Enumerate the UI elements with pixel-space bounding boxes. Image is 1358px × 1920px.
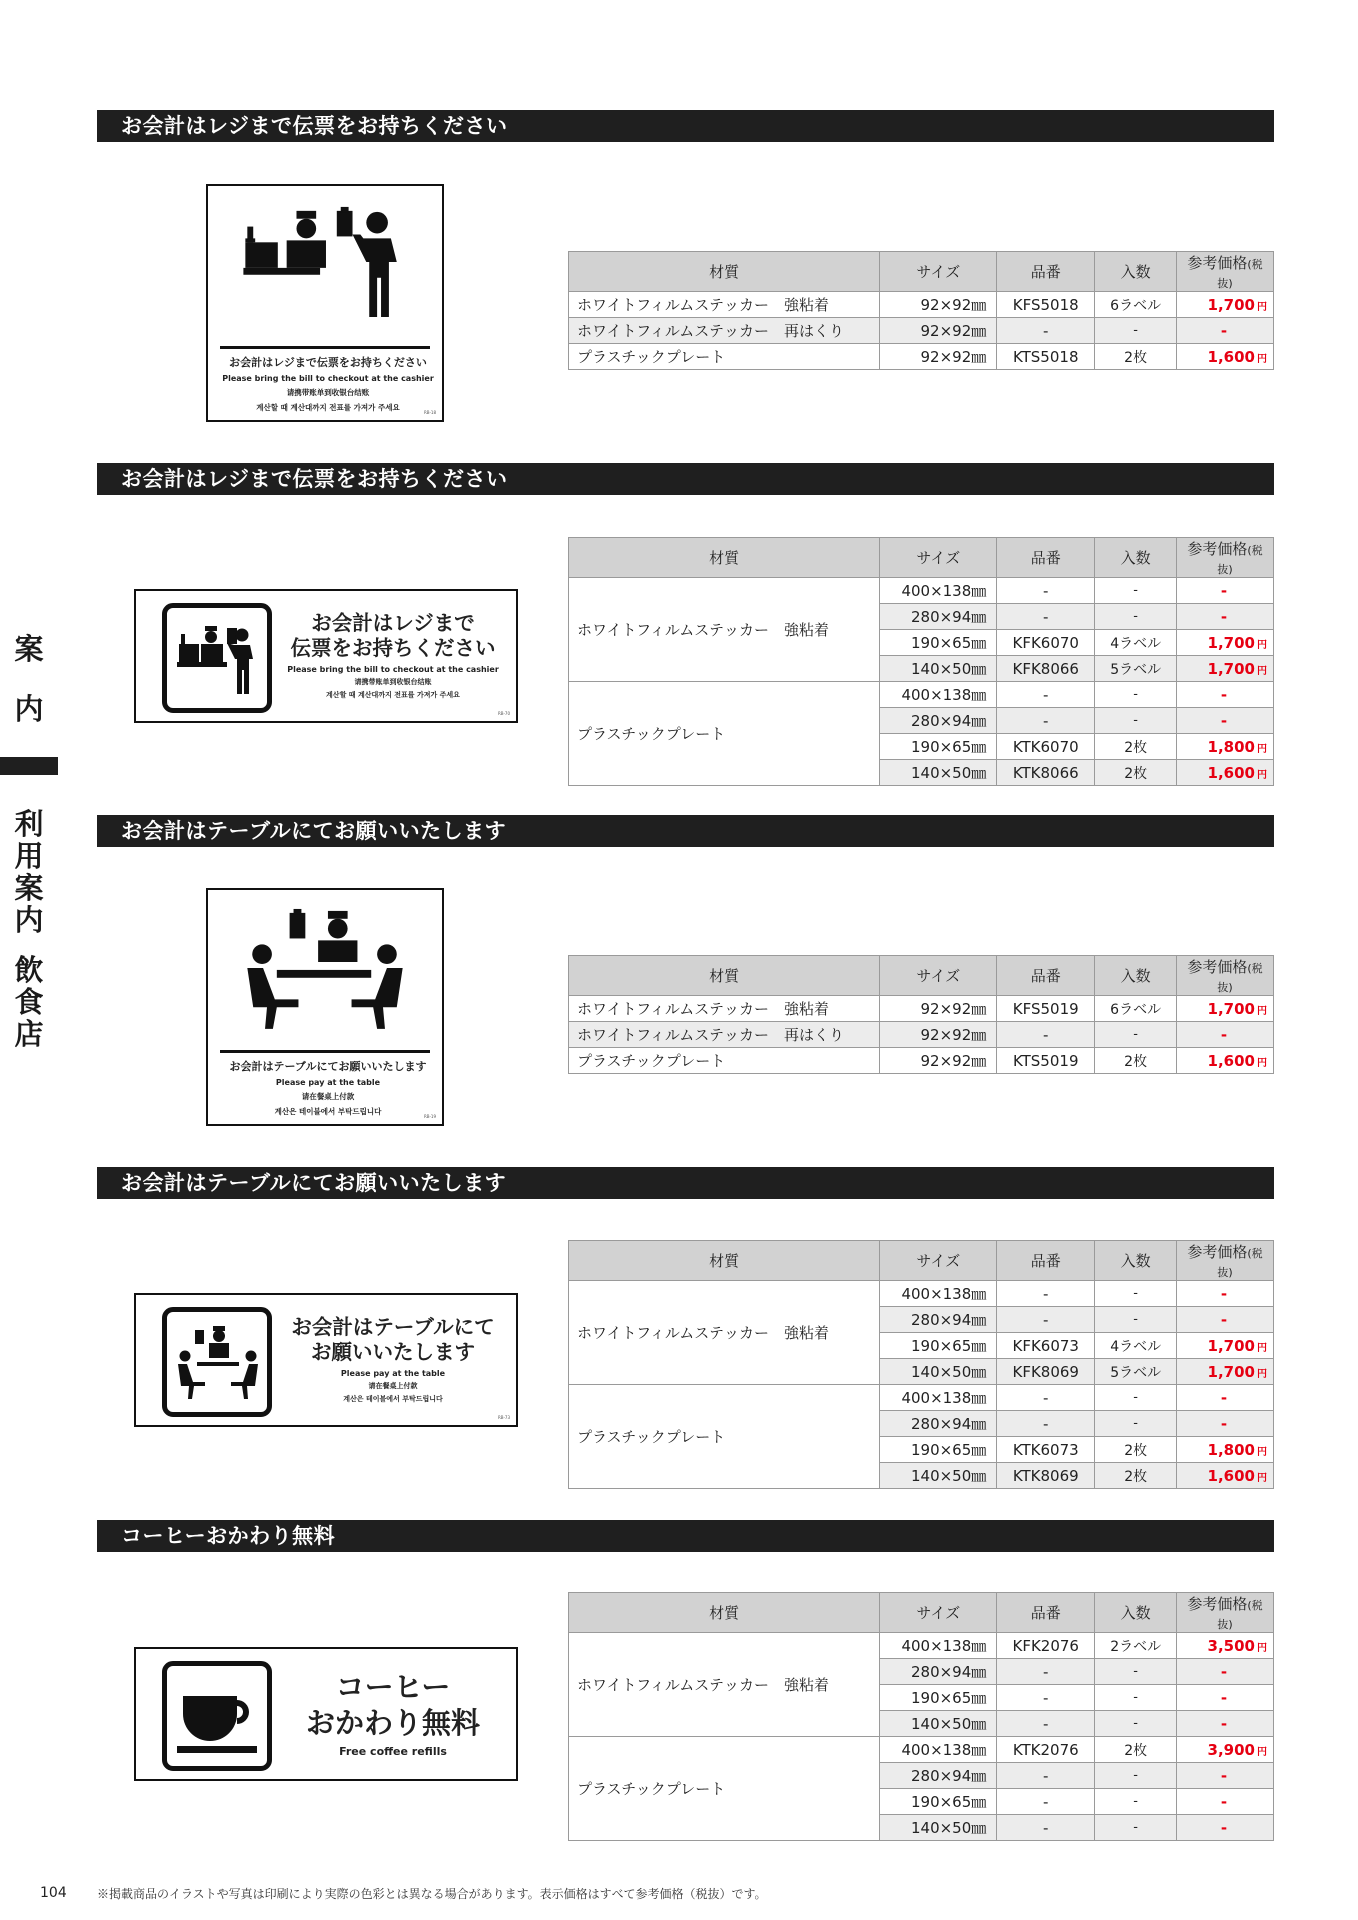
cell-qty: 6ラベル xyxy=(1095,292,1177,318)
product-table xyxy=(568,537,1274,786)
cell-price xyxy=(1177,656,1274,682)
table-row xyxy=(569,344,1274,370)
cell-qty: - xyxy=(1095,318,1177,344)
yen-label: 円 xyxy=(1257,1642,1267,1654)
cell-price xyxy=(1177,1633,1274,1659)
cell-qty: 2枚 xyxy=(1095,734,1177,760)
sign-text-ja-line1: コーヒー xyxy=(335,1670,451,1704)
tax-label: (税抜) xyxy=(1217,1247,1263,1279)
cell-code: KFS5019 xyxy=(997,996,1095,1022)
col-header-qty: 入数 xyxy=(1095,1593,1177,1633)
cell-size: 140×50㎜ xyxy=(880,1815,997,1841)
table-row xyxy=(569,318,1274,344)
yen-label: 円 xyxy=(1257,665,1267,677)
cell-size: 190×65㎜ xyxy=(880,1789,997,1815)
cell-size: 92×92㎜ xyxy=(880,1022,997,1048)
sign-text-en: Free coffee refills xyxy=(339,1745,447,1758)
cell-qty: - xyxy=(1095,1022,1177,1048)
col-header-code: 品番 xyxy=(997,1593,1095,1633)
cell-code: KTK2076 xyxy=(997,1737,1095,1763)
cell-size: 92×92㎜ xyxy=(880,292,997,318)
price-label: 参考価格 xyxy=(1187,254,1248,272)
cell-qty: 5ラベル xyxy=(1095,1359,1177,1385)
cell-price xyxy=(1177,996,1274,1022)
yen-label: 円 xyxy=(1257,301,1267,313)
cell-size: 400×138㎜ xyxy=(880,1281,997,1307)
cell-qty: - xyxy=(1095,604,1177,630)
col-header-material: 材質 xyxy=(569,538,880,578)
cell-qty: 2枚 xyxy=(1095,1737,1177,1763)
cell-qty: 4ラベル xyxy=(1095,1333,1177,1359)
cell-size: 280×94㎜ xyxy=(880,708,997,734)
cell-code: - xyxy=(997,1022,1095,1048)
cell-qty: - xyxy=(1095,1711,1177,1737)
table-pay-pictogram xyxy=(208,890,442,1040)
sign-text-ko: 계산은 테이블에서 부탁드립니다 xyxy=(343,1395,443,1403)
cell-qty: 2枚 xyxy=(1095,1437,1177,1463)
col-header-qty: 入数 xyxy=(1095,252,1177,292)
cell-price xyxy=(1177,1463,1274,1489)
cell-qty: - xyxy=(1095,1385,1177,1411)
sign-text-ja: お会計はテーブルにてお願いいたします xyxy=(229,1060,427,1073)
cell-qty: - xyxy=(1095,708,1177,734)
wide-sign-table-pay xyxy=(134,1293,518,1427)
cell-qty: 2枚 xyxy=(1095,344,1177,370)
cell-price: - xyxy=(1177,708,1274,734)
sign-text-ko: 계산은 테이블에서 부탁드립니다 xyxy=(274,1107,382,1116)
sign-text-ko: 계산할 때 계산대까지 전표를 가져가 주세요 xyxy=(326,691,460,699)
table-pay-pictogram xyxy=(167,1312,267,1412)
cell-code: KTK8069 xyxy=(997,1463,1095,1489)
side-tab-char: 内 xyxy=(14,692,44,726)
price-value: 1,600 xyxy=(1207,1051,1255,1070)
price-value: 1,800 xyxy=(1207,737,1255,756)
col-header-qty: 入数 xyxy=(1095,1241,1177,1281)
cell-code: - xyxy=(997,1815,1095,1841)
price-value: 3,900 xyxy=(1207,1740,1255,1759)
cell-material: プラスチックプレート xyxy=(569,682,880,786)
cell-qty: - xyxy=(1095,1763,1177,1789)
tax-label: (税抜) xyxy=(1217,258,1263,290)
table-row xyxy=(569,682,1274,708)
cell-size: 400×138㎜ xyxy=(880,1385,997,1411)
page-number: 104 xyxy=(40,1885,67,1901)
col-header-price xyxy=(1177,1593,1274,1633)
cell-size: 400×138㎜ xyxy=(880,578,997,604)
cell-size: 140×50㎜ xyxy=(880,1711,997,1737)
cell-qty: 4ラベル xyxy=(1095,630,1177,656)
cell-price: - xyxy=(1177,1307,1274,1333)
col-header-code: 品番 xyxy=(997,956,1095,996)
cell-size: 280×94㎜ xyxy=(880,1411,997,1437)
table-row xyxy=(569,996,1274,1022)
product-table xyxy=(568,955,1274,1074)
sign-text-ja-line1: お会計はテーブルにて xyxy=(291,1315,495,1339)
col-header-qty: 入数 xyxy=(1095,538,1177,578)
col-header-material: 材質 xyxy=(569,956,880,996)
cell-qty: - xyxy=(1095,578,1177,604)
cell-price: - xyxy=(1177,1711,1274,1737)
sign-text-en: Please pay at the table xyxy=(275,1078,381,1087)
side-tab-char: 食 xyxy=(14,985,44,1019)
cell-price xyxy=(1177,630,1274,656)
cell-code: - xyxy=(997,1281,1095,1307)
price-value: 1,700 xyxy=(1207,1336,1255,1355)
sign-code: RB-70 xyxy=(497,711,510,716)
cell-size: 92×92㎜ xyxy=(880,318,997,344)
cell-code: KFK6073 xyxy=(997,1333,1095,1359)
table-header-row xyxy=(569,538,1274,578)
square-sign-cashier xyxy=(206,184,444,422)
product-table xyxy=(568,251,1274,370)
cell-price xyxy=(1177,292,1274,318)
cell-code: - xyxy=(997,708,1095,734)
wide-sign-texts xyxy=(276,1669,510,1758)
cell-price: - xyxy=(1177,682,1274,708)
table-row xyxy=(569,1281,1274,1307)
cell-size: 400×138㎜ xyxy=(880,682,997,708)
wide-sign-coffee xyxy=(134,1647,518,1781)
sign-text-zh: 请携带账单到收银台结账 xyxy=(354,678,432,686)
tax-label: (税抜) xyxy=(1217,962,1263,994)
cell-size: 92×92㎜ xyxy=(880,1048,997,1074)
cell-price: - xyxy=(1177,1815,1274,1841)
price-label: 参考価格 xyxy=(1187,1243,1248,1261)
section-title: お会計はレジまで伝票をお持ちください xyxy=(97,110,1274,142)
side-tab-char: 店 xyxy=(14,1017,44,1051)
product-table xyxy=(568,1240,1274,1489)
sign-text-ja-line2: 伝票をお持ちください xyxy=(290,636,496,660)
side-tab-char: 利 xyxy=(14,807,44,841)
cell-material: プラスチックプレート xyxy=(569,1737,880,1841)
cell-qty: 6ラベル xyxy=(1095,996,1177,1022)
cell-price: - xyxy=(1177,578,1274,604)
col-header-size: サイズ xyxy=(880,538,997,578)
cell-code: KTK6070 xyxy=(997,734,1095,760)
table-row xyxy=(569,292,1274,318)
side-tab-char: 案 xyxy=(14,871,44,905)
cell-code: KFK2076 xyxy=(997,1633,1095,1659)
yen-label: 円 xyxy=(1257,353,1267,365)
table-row xyxy=(569,1022,1274,1048)
cell-code: - xyxy=(997,1763,1095,1789)
side-tab-char: 用 xyxy=(14,839,44,873)
cell-code: - xyxy=(997,1789,1095,1815)
cell-code: - xyxy=(997,1385,1095,1411)
cell-code: - xyxy=(997,1685,1095,1711)
cashier-icon-frame xyxy=(162,603,272,713)
cell-price xyxy=(1177,344,1274,370)
cell-qty: - xyxy=(1095,682,1177,708)
cell-size: 280×94㎜ xyxy=(880,1307,997,1333)
sign-text-en: Please pay at the table xyxy=(340,1369,446,1378)
yen-label: 円 xyxy=(1257,1746,1267,1758)
price-value: - xyxy=(1220,321,1228,340)
cell-size: 190×65㎜ xyxy=(880,1437,997,1463)
sign-text-ja-line2: お願いいたします xyxy=(311,1340,475,1364)
cell-size: 400×138㎜ xyxy=(880,1737,997,1763)
cell-qty: 2枚 xyxy=(1095,1048,1177,1074)
price-value: 1,700 xyxy=(1207,633,1255,652)
coffee-cup-icon xyxy=(167,1666,267,1766)
side-tab-bottom xyxy=(0,808,58,1050)
cell-code: KFS5018 xyxy=(997,292,1095,318)
cell-code: - xyxy=(997,1307,1095,1333)
sign-text-ko: 계산할 때 계산대까지 전표를 가져가 주세요 xyxy=(256,403,400,412)
product-table xyxy=(568,1592,1274,1841)
yen-label: 円 xyxy=(1257,743,1267,755)
side-tab-char: 案 xyxy=(14,632,44,666)
yen-label: 円 xyxy=(1257,639,1267,651)
cell-price xyxy=(1177,734,1274,760)
table-pay-icon-frame xyxy=(162,1307,272,1417)
table-row xyxy=(569,1048,1274,1074)
sign-text-ja-line1: お会計はレジまで xyxy=(311,611,475,635)
tax-label: (税抜) xyxy=(1217,1599,1263,1631)
yen-label: 円 xyxy=(1257,1472,1267,1484)
cell-size: 92×92㎜ xyxy=(880,344,997,370)
cell-material: プラスチックプレート xyxy=(569,344,880,370)
price-value: 1,600 xyxy=(1207,763,1255,782)
cell-price: - xyxy=(1177,1411,1274,1437)
col-header-price xyxy=(1177,538,1274,578)
col-header-size: サイズ xyxy=(880,1241,997,1281)
price-value: 1,700 xyxy=(1207,295,1255,314)
footnote: ※掲載商品のイラストや写真は印刷により実際の色彩とは異なる場合があります。表示価格はすべて参考価格（税抜）です。 xyxy=(97,1887,767,1901)
coffee-icon-frame xyxy=(162,1661,272,1771)
col-header-code: 品番 xyxy=(997,252,1095,292)
sign-text-en: Please bring the bill to checkout at the cashier xyxy=(287,665,499,674)
wide-sign-texts xyxy=(276,611,510,700)
square-sign-table-pay xyxy=(206,888,444,1126)
cell-size: 400×138㎜ xyxy=(880,1633,997,1659)
cell-size: 190×65㎜ xyxy=(880,1685,997,1711)
cell-code: - xyxy=(997,1659,1095,1685)
cell-price: - xyxy=(1177,1763,1274,1789)
table-row xyxy=(569,1737,1274,1763)
price-value: 1,700 xyxy=(1207,999,1255,1018)
col-header-price xyxy=(1177,1241,1274,1281)
col-header-qty: 入数 xyxy=(1095,956,1177,996)
sign-text-ja-line2: おかわり無料 xyxy=(305,1706,480,1740)
tax-label: (税抜) xyxy=(1217,544,1263,576)
cell-code: - xyxy=(997,318,1095,344)
cell-price: - xyxy=(1177,1281,1274,1307)
sign-code: RB-73 xyxy=(497,1415,510,1420)
cashier-pictogram xyxy=(208,186,442,336)
yen-label: 円 xyxy=(1257,769,1267,781)
cell-size: 190×65㎜ xyxy=(880,734,997,760)
cell-price: - xyxy=(1177,1685,1274,1711)
table-header-row xyxy=(569,252,1274,292)
cell-price: - xyxy=(1177,1022,1274,1048)
table-row xyxy=(569,578,1274,604)
cell-code: KTS5018 xyxy=(997,344,1095,370)
table-header-row xyxy=(569,1593,1274,1633)
table-row xyxy=(569,1633,1274,1659)
cell-code: KTS5019 xyxy=(997,1048,1095,1074)
cell-price xyxy=(1177,1737,1274,1763)
cell-price xyxy=(1177,760,1274,786)
table-header-row xyxy=(569,956,1274,996)
cell-price xyxy=(1177,318,1274,344)
sign-rule xyxy=(220,1050,430,1053)
col-header-material: 材質 xyxy=(569,1241,880,1281)
cell-material: ホワイトフィルムステッカー 再はくり xyxy=(569,1022,880,1048)
cell-material: プラスチックプレート xyxy=(569,1048,880,1074)
cell-price xyxy=(1177,1437,1274,1463)
cell-price xyxy=(1177,1048,1274,1074)
cell-material: ホワイトフィルムステッカー 強粘着 xyxy=(569,1633,880,1737)
price-label: 参考価格 xyxy=(1187,958,1248,976)
cell-qty: 2枚 xyxy=(1095,1463,1177,1489)
price-value: 1,600 xyxy=(1207,347,1255,366)
cell-price: - xyxy=(1177,1789,1274,1815)
sign-code: RB-18 xyxy=(423,410,436,415)
side-tab-char: 内 xyxy=(14,903,44,937)
cell-qty: 2ラベル xyxy=(1095,1633,1177,1659)
cell-qty: - xyxy=(1095,1659,1177,1685)
cell-size: 190×65㎜ xyxy=(880,1333,997,1359)
cell-size: 280×94㎜ xyxy=(880,604,997,630)
table-header-row xyxy=(569,1241,1274,1281)
col-header-material: 材質 xyxy=(569,1593,880,1633)
cell-code: KTK6073 xyxy=(997,1437,1095,1463)
sign-text-en: Please bring the bill to checkout at the cashier xyxy=(222,374,434,383)
cell-size: 140×50㎜ xyxy=(880,656,997,682)
cell-material: ホワイトフィルムステッカー 強粘着 xyxy=(569,1281,880,1385)
side-tab-divider xyxy=(0,757,58,775)
cell-code: - xyxy=(997,578,1095,604)
col-header-size: サイズ xyxy=(880,252,997,292)
price-value: 1,600 xyxy=(1207,1466,1255,1485)
cell-qty: - xyxy=(1095,1815,1177,1841)
col-header-price xyxy=(1177,252,1274,292)
cell-qty: - xyxy=(1095,1281,1177,1307)
cashier-pictogram xyxy=(167,608,267,708)
yen-label: 円 xyxy=(1257,1057,1267,1069)
side-tab-top xyxy=(0,630,58,728)
col-header-code: 品番 xyxy=(997,1241,1095,1281)
cell-price: - xyxy=(1177,604,1274,630)
yen-label: 円 xyxy=(1257,1005,1267,1017)
cell-qty: - xyxy=(1095,1789,1177,1815)
section-title: お会計はテーブルにてお願いいたします xyxy=(97,1167,1274,1199)
cell-code: - xyxy=(997,1411,1095,1437)
cell-qty: 5ラベル xyxy=(1095,656,1177,682)
col-header-size: サイズ xyxy=(880,1593,997,1633)
side-tab-char: 飲 xyxy=(14,953,44,987)
col-header-material: 材質 xyxy=(569,252,880,292)
wide-sign-texts xyxy=(276,1315,510,1404)
sign-code: RB-19 xyxy=(423,1114,436,1119)
cell-material: ホワイトフィルムステッカー 強粘着 xyxy=(569,292,880,318)
yen-label: 円 xyxy=(1257,1446,1267,1458)
cell-code: KTK8066 xyxy=(997,760,1095,786)
cell-code: KFK6070 xyxy=(997,630,1095,656)
cell-price xyxy=(1177,1359,1274,1385)
price-label: 参考価格 xyxy=(1187,540,1248,558)
cell-code: - xyxy=(997,682,1095,708)
cell-code: KFK8066 xyxy=(997,656,1095,682)
sign-text-zh: 请在餐桌上付款 xyxy=(368,1382,418,1390)
col-header-size: サイズ xyxy=(880,956,997,996)
cell-size: 280×94㎜ xyxy=(880,1763,997,1789)
cell-material: ホワイトフィルムステッカー 再はくり xyxy=(569,318,880,344)
cell-size: 140×50㎜ xyxy=(880,1463,997,1489)
sign-texts xyxy=(222,354,434,413)
cell-price: - xyxy=(1177,1659,1274,1685)
price-value: 1,700 xyxy=(1207,1362,1255,1381)
sign-text-ja: お会計はレジまで伝票をお持ちください xyxy=(229,356,427,369)
sign-rule xyxy=(220,346,430,349)
table-row xyxy=(569,1385,1274,1411)
yen-label: 円 xyxy=(1257,1342,1267,1354)
cell-qty: 2枚 xyxy=(1095,760,1177,786)
section-title: コーヒーおかわり無料 xyxy=(97,1520,1274,1552)
cell-size: 92×92㎜ xyxy=(880,996,997,1022)
cell-qty: - xyxy=(1095,1685,1177,1711)
cell-price: - xyxy=(1177,1385,1274,1411)
cell-material: ホワイトフィルムステッカー 強粘着 xyxy=(569,578,880,682)
price-label: 参考価格 xyxy=(1187,1595,1248,1613)
price-value: 1,700 xyxy=(1207,659,1255,678)
sign-text-zh: 请在餐桌上付款 xyxy=(301,1092,355,1101)
col-header-price xyxy=(1177,956,1274,996)
cell-qty: - xyxy=(1095,1411,1177,1437)
col-header-code: 品番 xyxy=(997,538,1095,578)
cell-code: - xyxy=(997,1711,1095,1737)
section-title: お会計はレジまで伝票をお持ちください xyxy=(97,463,1274,495)
cell-size: 140×50㎜ xyxy=(880,1359,997,1385)
sign-text-zh: 请携带账单到收银台结账 xyxy=(286,388,370,397)
cell-material: プラスチックプレート xyxy=(569,1385,880,1489)
cell-size: 140×50㎜ xyxy=(880,760,997,786)
cell-size: 190×65㎜ xyxy=(880,630,997,656)
cell-code: KFK8069 xyxy=(997,1359,1095,1385)
cell-code: - xyxy=(997,604,1095,630)
cell-size: 280×94㎜ xyxy=(880,1659,997,1685)
cell-material: ホワイトフィルムステッカー 強粘着 xyxy=(569,996,880,1022)
sign-texts xyxy=(222,1058,434,1117)
cell-qty: - xyxy=(1095,1307,1177,1333)
yen-label: 円 xyxy=(1257,1368,1267,1380)
price-value: 1,800 xyxy=(1207,1440,1255,1459)
price-value: 3,500 xyxy=(1207,1636,1255,1655)
section-title: お会計はテーブルにてお願いいたします xyxy=(97,815,1274,847)
cell-price xyxy=(1177,1333,1274,1359)
wide-sign-cashier xyxy=(134,589,518,723)
